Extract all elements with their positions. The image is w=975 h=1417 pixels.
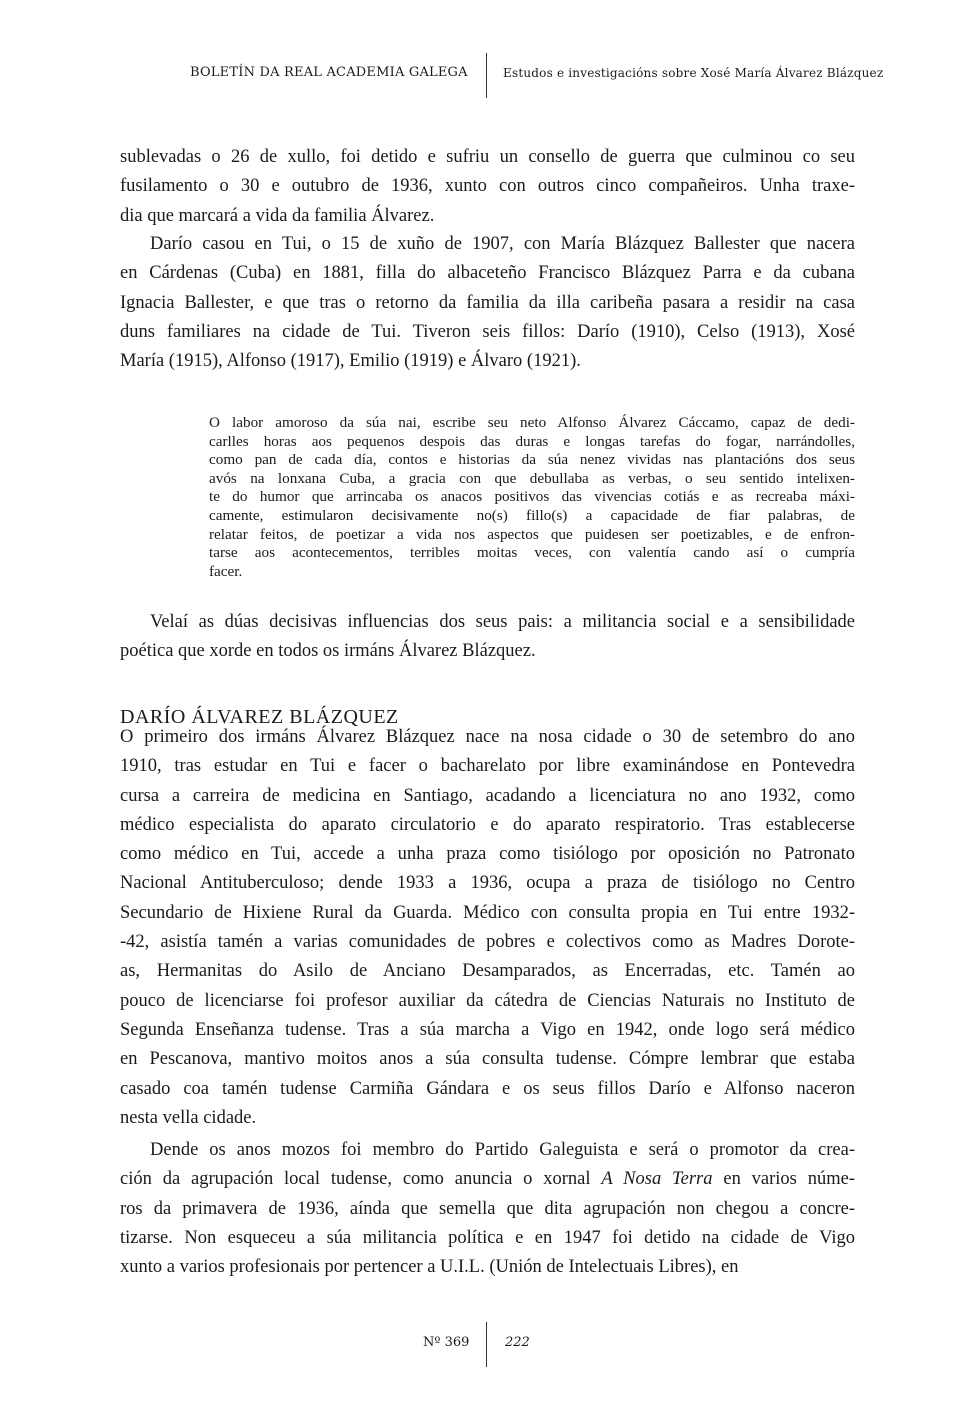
text-line: fusilamento o 30 e outubro de 1936, xunto con outros cinco compañeiros. Unha traxe- bbox=[120, 176, 855, 197]
text-line: -42, asistía tamén a varias comunidades de pobres e colectivos como as Madres Dorote- bbox=[120, 932, 855, 953]
text-line: carlles horas aos pequenos despois das duras e longas tarefas do fogar, narrándolles, bbox=[209, 432, 855, 450]
text-line: 1910, tras estudar en Tui e facer o bacharelato por libre examinándose en Pontevedra bbox=[120, 756, 855, 777]
text-line: Nacional Antituberculoso; dende 1933 a 1936, ocupa a praza de tisiólogo no Centro bbox=[120, 873, 855, 894]
paragraph bbox=[120, 723, 855, 1133]
text-line: como médico en Tui, accede a unha praza como tisiólogo por oposición no Patronato bbox=[120, 844, 855, 865]
text-line: Darío casou en Tui, o 15 de xuño de 1907, con María Blázquez Ballester que nacera bbox=[150, 234, 855, 254]
text-line: Ignacia Ballester, e que tras o retorno da familia da illa caribeña pasara a residir na casa bbox=[120, 292, 855, 313]
text-line: O labor amoroso da súa nai, escribe seu neto Alfonso Álvarez Cáccamo, capaz de dedi- bbox=[209, 414, 855, 431]
paragraph bbox=[120, 1136, 855, 1282]
text-line: en Pescanova, mantivo moitos anos a súa consulta tudense. Cómpre lembrar que estaba bbox=[120, 1049, 855, 1070]
text-line: ros da primavera de 1936, aínda que semella que dita agrupación non chegou a concre- bbox=[120, 1198, 855, 1219]
running-header-journal: BOLETÍN DA REAL ACADEMIA GALEGA bbox=[190, 65, 468, 80]
text-line: dia que marcará a vida da familia Álvarez. bbox=[120, 205, 435, 226]
newspaper-title: A Nosa Terra bbox=[601, 1169, 713, 1190]
issue-number: Nº 369 bbox=[423, 1335, 470, 1350]
text-line: cursa a carreira de medicina en Santiago, acadando a licenciatura no ano 1932, como bbox=[120, 785, 855, 806]
text-line: casado coa tamén tudense Carmiña Gándara e os seus fillos Darío e Alfonso naceron bbox=[120, 1078, 855, 1099]
text-line: María (1915), Alfonso (1917), Emilio (1919) e Álvaro (1921). bbox=[120, 351, 581, 372]
text-line: nesta vella cidade. bbox=[120, 1107, 257, 1128]
running-header-section: Estudos e investigacións sobre Xosé María Álvarez Blázquez bbox=[503, 66, 884, 80]
text-line: médico especialista do aparato circulatorio e do aparato respiratorio. Tras establecerse bbox=[120, 814, 855, 835]
text-line: pouco de licenciarse foi profesor auxiliar da cátedra de Ciencias Naturais no Instituto de bbox=[120, 990, 855, 1011]
text-line: como pan de cada día, contos e historias da súa nenez vividas nas plantacións dos seus bbox=[209, 451, 855, 469]
text-line: sublevadas o 26 de xullo, foi detido e sufriu un consello de guerra que culminou co seu bbox=[120, 147, 855, 167]
text-line: relatar feitos, de poetizar a vida nos aspectos que puidesen ser poetizables, e de enfron- bbox=[209, 525, 855, 543]
block-quote bbox=[209, 414, 855, 581]
text-line: facer. bbox=[209, 562, 243, 580]
text-line: en Cárdenas (Cuba) en 1881, filla do albaceteño Francisco Blázquez Parra e da cubana bbox=[120, 263, 855, 284]
text-line: te do humor que arrincaba os anacos positivos das vivencias cotiás e as recreaba máxi- bbox=[209, 488, 855, 506]
section-heading: DARÍO ÁLVAREZ BLÁZQUEZ bbox=[120, 706, 399, 728]
text-line: Dende os anos mozos foi membro do Partido Galeguista e será o promotor da crea- bbox=[150, 1140, 855, 1160]
text-line: as, Hermanitas do Asilo de Anciano Desamparados, as Encerradas, etc. Tamén ao bbox=[120, 961, 855, 982]
text-line: xunto a varios profesionais por pertencer a U.I.L. (Unión de Intelectuais Libres), en bbox=[120, 1257, 739, 1278]
text-line: Segunda Enseñanza tudense. Tras a súa marcha a Vigo en 1942, onde logo será médico bbox=[120, 1019, 855, 1040]
text-line: Velaí as dúas decisivas influencias dos seus pais: a militancia social e a sensibilidade bbox=[150, 612, 855, 632]
text-line: tizarse. Non esqueceu a súa militancia política e en 1947 foi detido na cidade de Vigo bbox=[120, 1227, 855, 1248]
paragraph bbox=[120, 230, 855, 376]
header-divider bbox=[486, 53, 487, 98]
text-line: tarse aos acontecementos, terribles moitas veces, con valentía cando así o cumpría bbox=[209, 544, 855, 562]
paragraph bbox=[120, 143, 855, 231]
text-line: O primeiro dos irmáns Álvarez Blázquez nace na nosa cidade o 30 de setembro do ano bbox=[120, 727, 855, 747]
text-line: duns familiares na cidade de Tui. Tiveron seis fillos: Darío (1910), Celso (1913), Xosé bbox=[120, 321, 855, 342]
page-number: 222 bbox=[505, 1335, 530, 1350]
footer-divider bbox=[486, 1322, 487, 1367]
paragraph bbox=[120, 608, 855, 667]
text-line: avós na lonxana Cuba, a gracia con que debullaba as verbas, o seu sentido intelixen- bbox=[209, 469, 855, 487]
text-line: Secundario de Hixiene Rural da Guarda. Médico con consulta propia en Tui entre 1932- bbox=[120, 902, 855, 923]
text-line: camente, estimularon decisivamente no(s) fillo(s) a capacidade de fiar palabras, de bbox=[209, 506, 855, 524]
text-line: ción da agrupación local tudense, como anuncia o xornal A Nosa Terra en varios núme- bbox=[120, 1169, 855, 1190]
text-line: poética que xorde en todos os irmáns Álvarez Blázquez. bbox=[120, 641, 536, 662]
